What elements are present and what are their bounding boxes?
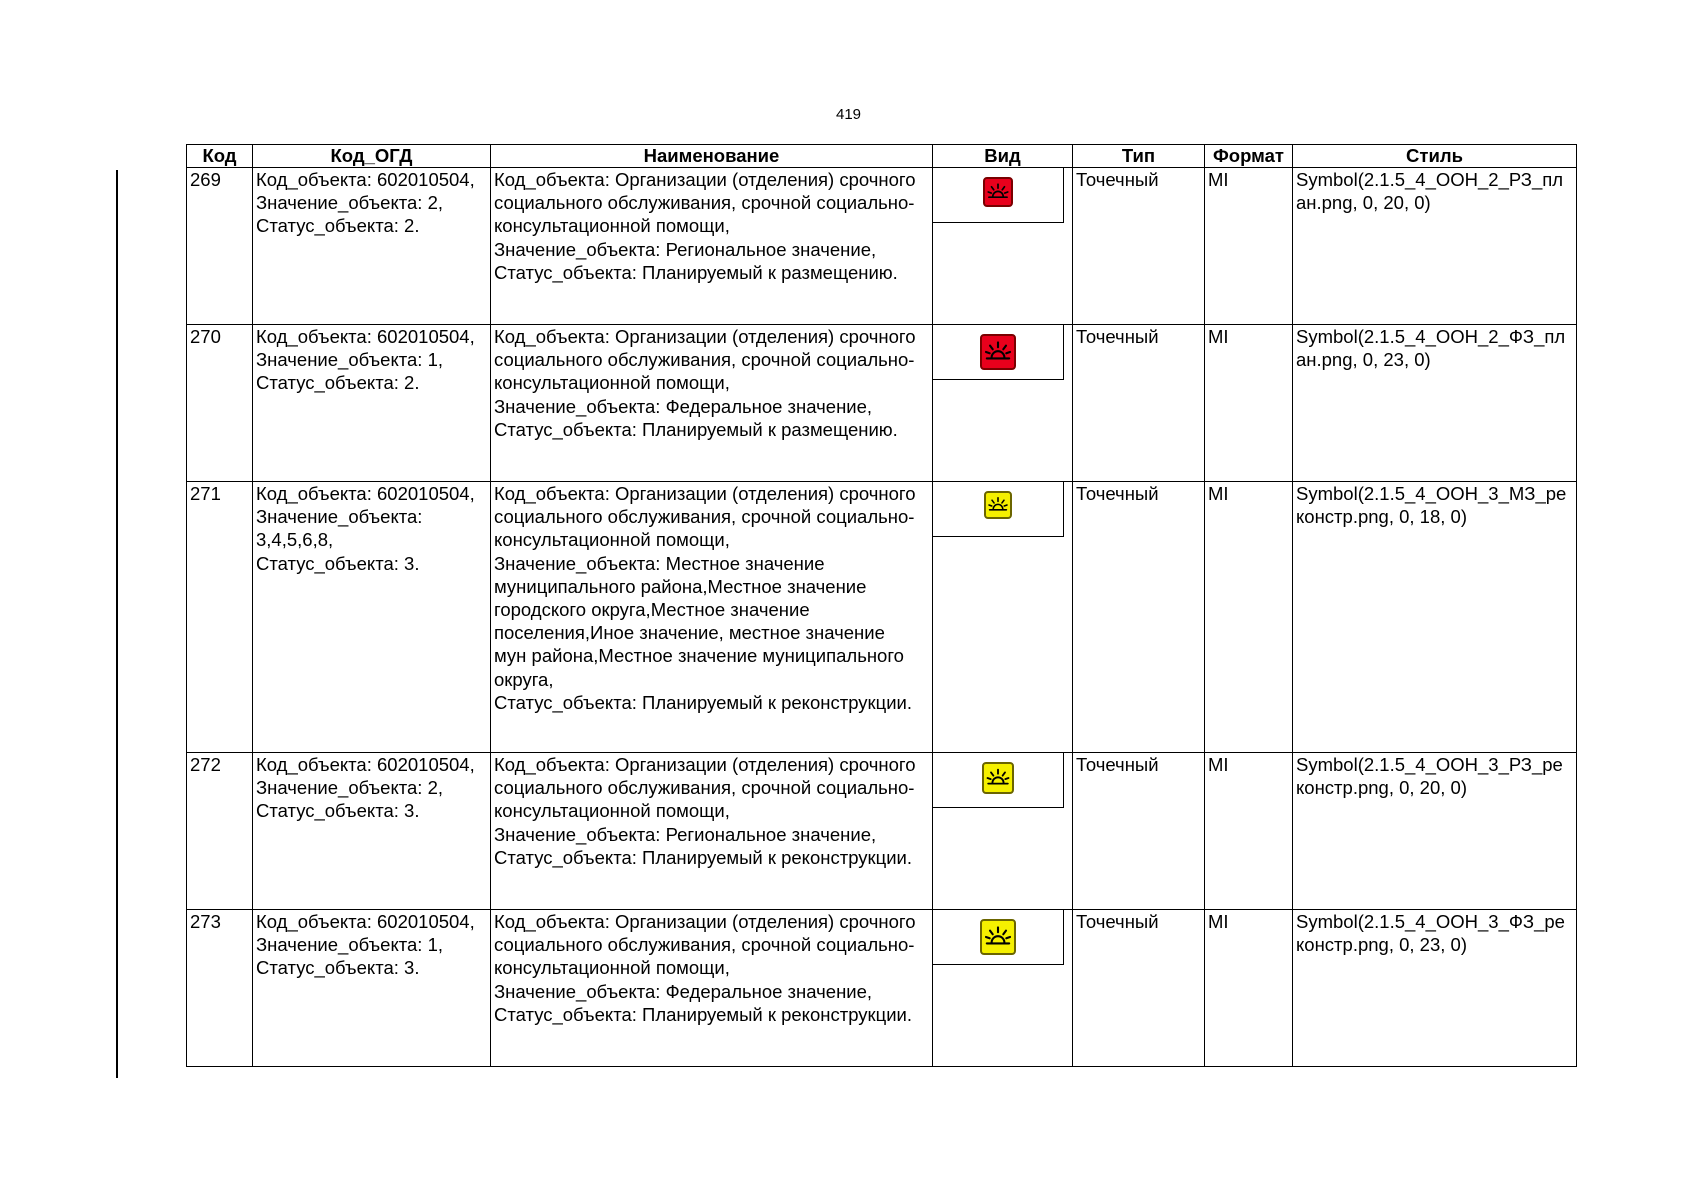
cell-name-line: Статус_объекта: Планируемый к размещению. [494,261,898,283]
table-row [187,910,1577,1067]
cell-ogd-code-line: Код_объекта: 602010504, [256,326,475,347]
cell-name-line: Код_объекта: Организации (отделения) срочного [494,326,916,347]
cell-ogd-code [253,168,491,325]
cell-format: MI [1205,753,1293,910]
cell-code: 269 [187,168,253,325]
header-type: Тип [1073,145,1205,168]
cell-style [1293,753,1577,910]
cell-name-line: консультационной помощи, [494,800,730,822]
cell-name-line: консультационной помощи, [494,215,730,237]
cell-format: MI [1205,910,1293,1067]
cell-view [933,325,1073,482]
cell-name-line: социального обслуживания, срочной социально- [494,192,915,214]
cell-ogd-code-line: Код_объекта: 602010504, [256,169,475,190]
cell-name-line: Статус_объекта: Планируемый к реконструкции. [494,691,913,713]
cell-name [491,910,933,1067]
cell-name-line: Значение_объекта: Местное значение [494,552,825,574]
symbol-frame [933,325,1064,380]
cell-name [491,482,933,753]
cell-ogd-code-line: Значение_объекта: 2, [256,192,444,214]
cell-view [933,482,1073,753]
cell-name-line: консультационной помощи, [494,529,730,551]
cell-type: Точечный [1073,325,1205,482]
cell-type: Точечный [1073,910,1205,1067]
cell-ogd-code-line: Статус_объекта: 3. [256,800,420,822]
cell-ogd-code-line: Статус_объекта: 3. [256,552,420,574]
cell-name-line: городского округа,Местное значение [494,599,810,621]
symbol-frame [933,482,1064,537]
cell-ogd-code-line: Код_объекта: 602010504, [256,754,475,775]
cell-view [933,168,1073,325]
cell-ogd-code-line: Значение_объекта: [256,506,423,528]
cell-name-line: социального обслуживания, срочной социально- [494,934,915,956]
table-row [187,325,1577,482]
sunrise-icon [980,919,1016,955]
header-code: Код [187,145,253,168]
cell-name-line: Код_объекта: Организации (отделения) срочного [494,911,916,932]
cell-name-line: Значение_объекта: Региональное значение, [494,238,877,260]
cell-ogd-code-line: Значение_объекта: 1, [256,934,444,956]
cell-style-line: Symbol(2.1.5_4_ООН_3_РЗ_ре [1296,754,1563,775]
cell-style-line: ан.png, 0, 20, 0) [1296,192,1431,214]
cell-name [491,753,933,910]
cell-format: MI [1205,168,1293,325]
cell-type: Точечный [1073,753,1205,910]
cell-type: Точечный [1073,482,1205,753]
cell-type: Точечный [1073,168,1205,325]
cell-code: 270 [187,325,253,482]
cell-ogd-code [253,325,491,482]
header-style: Стиль [1293,145,1577,168]
header-ogd-code: Код_ОГД [253,145,491,168]
cell-format: MI [1205,325,1293,482]
cell-ogd-code-line: Значение_объекта: 2, [256,777,444,799]
symbol-frame [933,168,1064,223]
cell-code: 272 [187,753,253,910]
cell-name-line: Значение_объекта: Федеральное значение, [494,395,873,417]
cell-ogd-code-line: Статус_объекта: 3. [256,957,420,979]
cell-style-line: констр.png, 0, 23, 0) [1296,934,1467,956]
table-row [187,482,1577,753]
table-row [187,753,1577,910]
cell-name-line: Статус_объекта: Планируемый к размещению. [494,418,898,440]
cell-ogd-code [253,482,491,753]
cell-style-line: Symbol(2.1.5_4_ООН_2_РЗ_пл [1296,169,1564,190]
cell-name-line: Значение_объекта: Региональное значение, [494,823,877,845]
symbol-frame [933,753,1064,808]
header-name: Наименование [491,145,933,168]
margin-line [116,170,118,1078]
cell-style-line: констр.png, 0, 20, 0) [1296,777,1467,799]
cell-style [1293,325,1577,482]
cell-name-line: консультационной помощи, [494,372,730,394]
cell-name-line: Статус_объекта: Планируемый к реконструкции. [494,846,913,868]
cell-format: MI [1205,482,1293,753]
sunrise-icon [984,491,1012,519]
cell-view [933,753,1073,910]
cell-name-line: Код_объекта: Организации (отделения) срочного [494,169,916,190]
cell-code: 273 [187,910,253,1067]
cell-ogd-code-line: Код_объекта: 602010504, [256,911,475,932]
cell-name [491,325,933,482]
cell-ogd-code-line: Код_объекта: 602010504, [256,483,475,504]
cell-name-line: Код_объекта: Организации (отделения) срочного [494,754,916,775]
cell-name-line: мун района,Местное значение муниципального [494,645,904,667]
symbol-frame [933,910,1064,965]
cell-view [933,910,1073,1067]
header-format: Формат [1205,145,1293,168]
table-header-row [187,145,1577,168]
cell-ogd-code-line: Статус_объекта: 2. [256,372,420,394]
cell-code: 271 [187,482,253,753]
cell-name-line: Значение_объекта: Федеральное значение, [494,980,873,1002]
cell-name-line: округа, [494,668,554,690]
cell-style-line: Symbol(2.1.5_4_ООН_2_ФЗ_пл [1296,326,1566,347]
cell-name-line: поселения,Иное значение, местное значение [494,622,885,644]
cell-style [1293,168,1577,325]
sunrise-icon [983,177,1013,207]
cell-style-line: Symbol(2.1.5_4_ООН_3_ФЗ_ре [1296,911,1565,932]
cell-style-line: ан.png, 0, 23, 0) [1296,349,1431,371]
cell-name-line: социального обслуживания, срочной социально- [494,349,915,371]
cell-style [1293,482,1577,753]
cell-ogd-code-line: Значение_объекта: 1, [256,349,444,371]
sunrise-icon [982,762,1014,794]
cell-name-line: социального обслуживания, срочной социально- [494,506,915,528]
header-view: Вид [933,145,1073,168]
cell-style-line: Symbol(2.1.5_4_ООН_3_МЗ_ре [1296,483,1567,504]
page-number: 419 [835,106,862,123]
cell-name-line: Код_объекта: Организации (отделения) срочного [494,483,916,504]
cell-style-line: констр.png, 0, 18, 0) [1296,506,1467,528]
cell-ogd-code-line: Статус_объекта: 2. [256,215,420,237]
cell-style [1293,910,1577,1067]
cell-ogd-code [253,910,491,1067]
cell-ogd-code-line: 3,4,5,6,8, [256,529,334,551]
cell-name-line: социального обслуживания, срочной социально- [494,777,915,799]
table-row [187,168,1577,325]
cell-name-line: муниципального района,Местное значение [494,575,867,597]
cell-name-line: Статус_объекта: Планируемый к реконструкции. [494,1003,913,1025]
cell-name [491,168,933,325]
sunrise-icon [980,334,1016,370]
cell-name-line: консультационной помощи, [494,957,730,979]
cell-ogd-code [253,753,491,910]
symbol-registry-table [186,144,1577,1067]
